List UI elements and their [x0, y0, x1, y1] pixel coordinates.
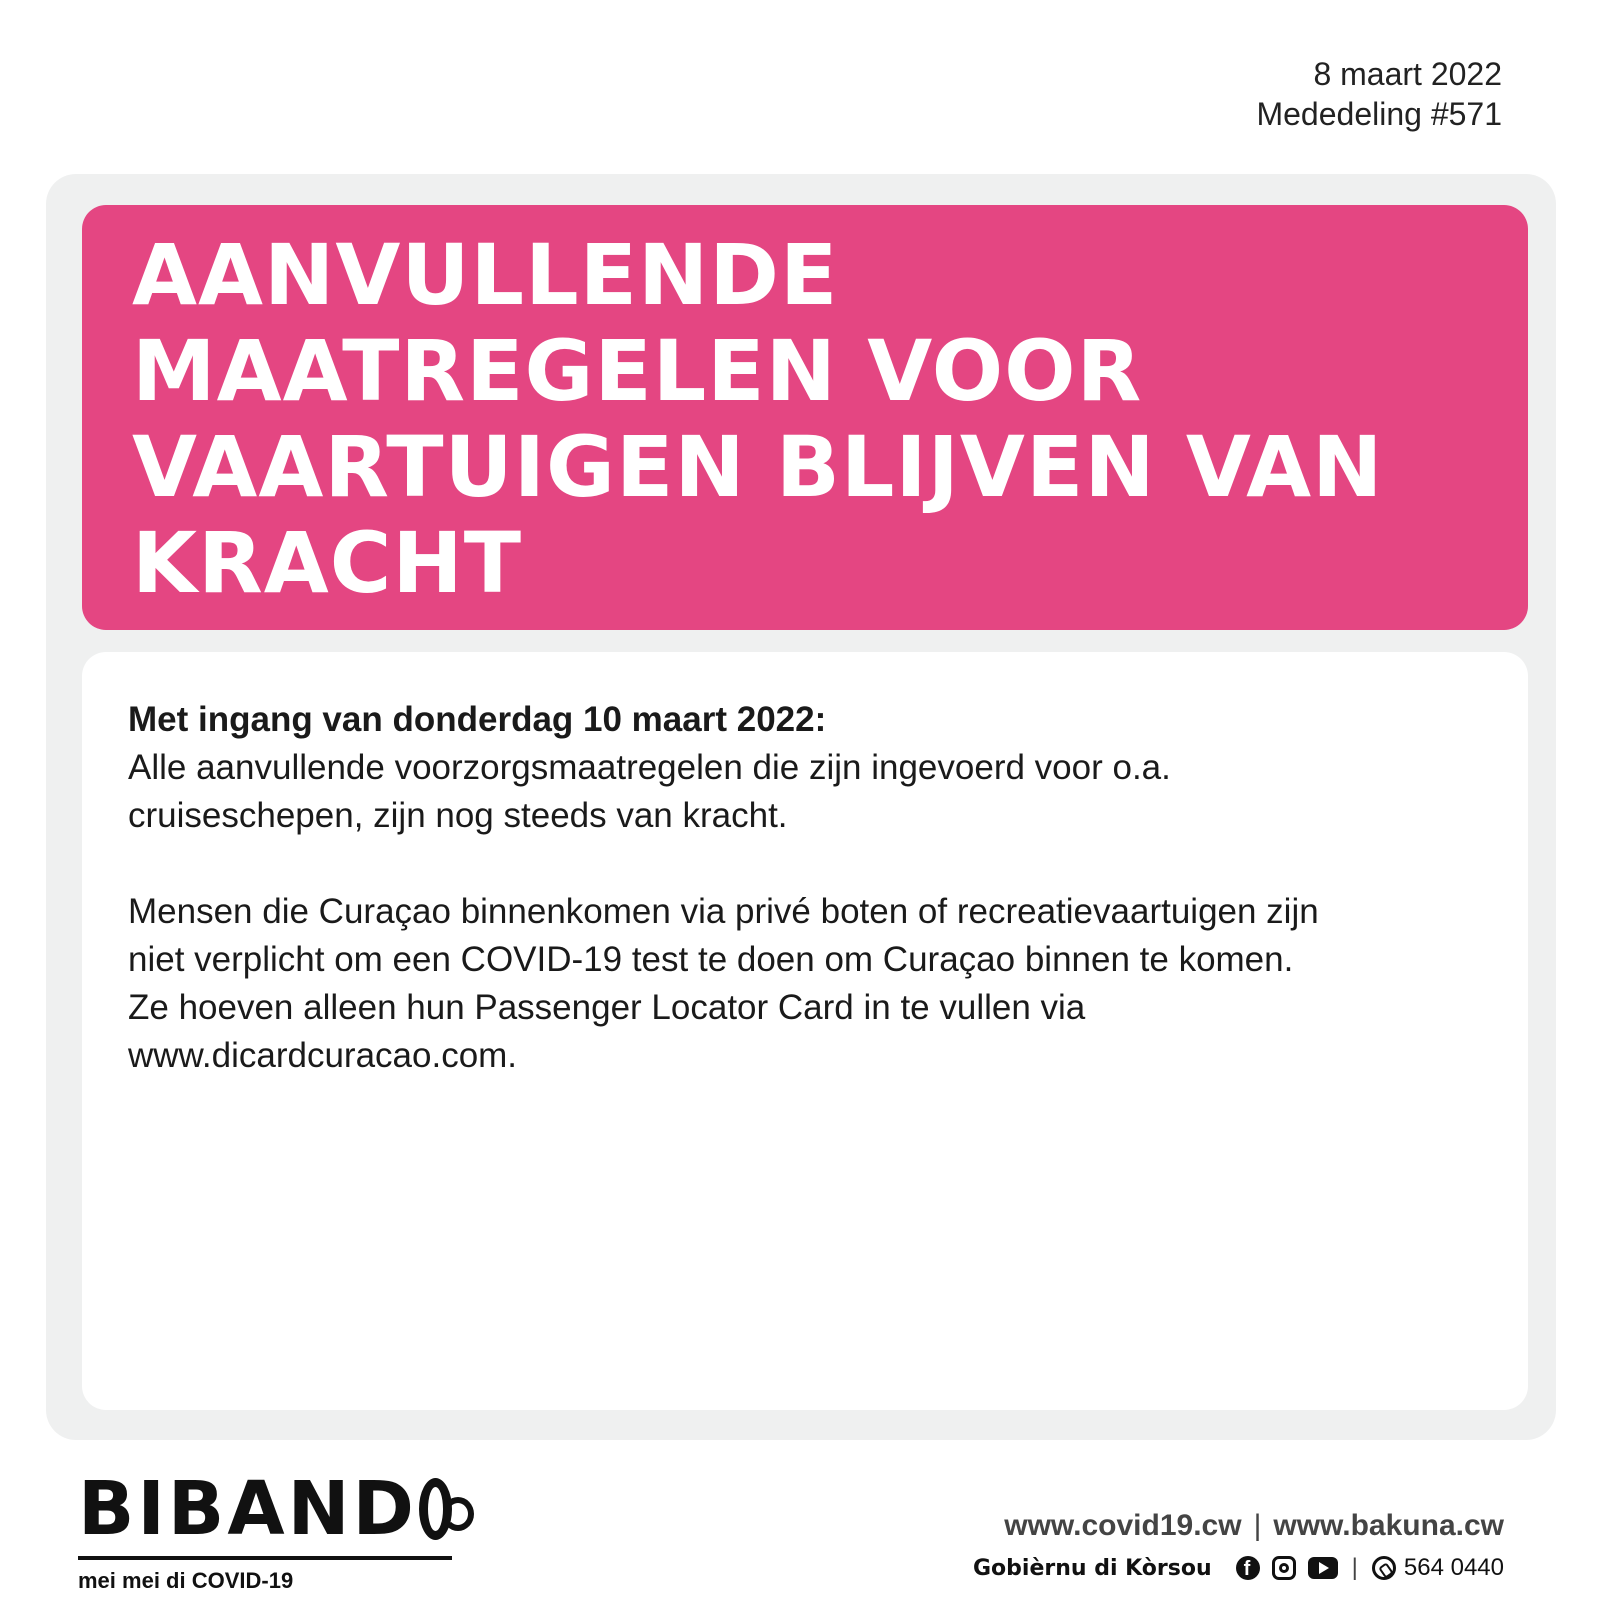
headline-line: KRACHT: [132, 514, 523, 612]
headline-line: VAARTUIGEN BLIJVEN VAN: [132, 418, 1384, 516]
footer: [973, 1508, 1504, 1582]
covid19-link[interactable]: www.covid19.cw: [1004, 1509, 1242, 1542]
message-panel: [82, 652, 1528, 1410]
footer-links: [973, 1508, 1504, 1544]
instagram-icon[interactable]: [1272, 1556, 1296, 1580]
paragraph-gap: [128, 840, 1488, 888]
message-line: Ze hoeven alleen hun Passenger Locator Card in te vullen via: [128, 988, 1086, 1027]
brand-wordmark: [78, 1466, 452, 1552]
headline-banner: [82, 205, 1528, 630]
message-line: niet verplicht om een COVID-19 test te doen om Curaçao binnen te komen.: [128, 940, 1294, 979]
youtube-icon[interactable]: [1308, 1557, 1338, 1579]
notice-meta: [1256, 54, 1502, 134]
brand-o-mark-icon: [419, 1478, 452, 1540]
headline-line: AANVULLENDE: [132, 226, 839, 324]
link-separator: |: [1253, 1509, 1262, 1542]
message-line: Mensen die Curaçao binnenkomen via privé boten of recreatievaartuigen zijn: [128, 892, 1319, 931]
bibando-logo: [78, 1466, 452, 1594]
message-link[interactable]: www.dicardcuracao.com.: [128, 1036, 518, 1075]
notice-date: 8 maart 2022: [1313, 56, 1502, 92]
brand-tagline: mei mei di COVID-19: [78, 1568, 294, 1593]
notice-number: Mededeling #571: [1256, 96, 1502, 132]
bakuna-link[interactable]: www.bakuna.cw: [1273, 1509, 1504, 1542]
contact-separator: |: [1351, 1554, 1358, 1581]
footer-contact-row: [973, 1554, 1504, 1582]
message-body: [128, 696, 1488, 1080]
message-lead: Met ingang van donderdag 10 maart 2022:: [128, 700, 827, 739]
headline: [132, 227, 1512, 611]
social-icons: [1236, 1556, 1338, 1580]
facebook-icon[interactable]: [1236, 1556, 1260, 1580]
brand-divider: [78, 1556, 452, 1560]
message-line: Alle aanvullende voorzorgsmaatregelen die zijn ingevoerd voor o.a.: [128, 748, 1171, 787]
phone-number: 564 0440: [1403, 1554, 1504, 1581]
headline-line: MAATREGELEN VOOR: [132, 322, 1143, 420]
brand-name: BIBAND: [78, 1466, 417, 1552]
whatsapp-icon: [1372, 1556, 1396, 1580]
government-name: Gobièrnu di Kòrsou: [972, 1555, 1212, 1581]
message-line: cruiseschepen, zijn nog steeds van kracht.: [128, 796, 788, 835]
